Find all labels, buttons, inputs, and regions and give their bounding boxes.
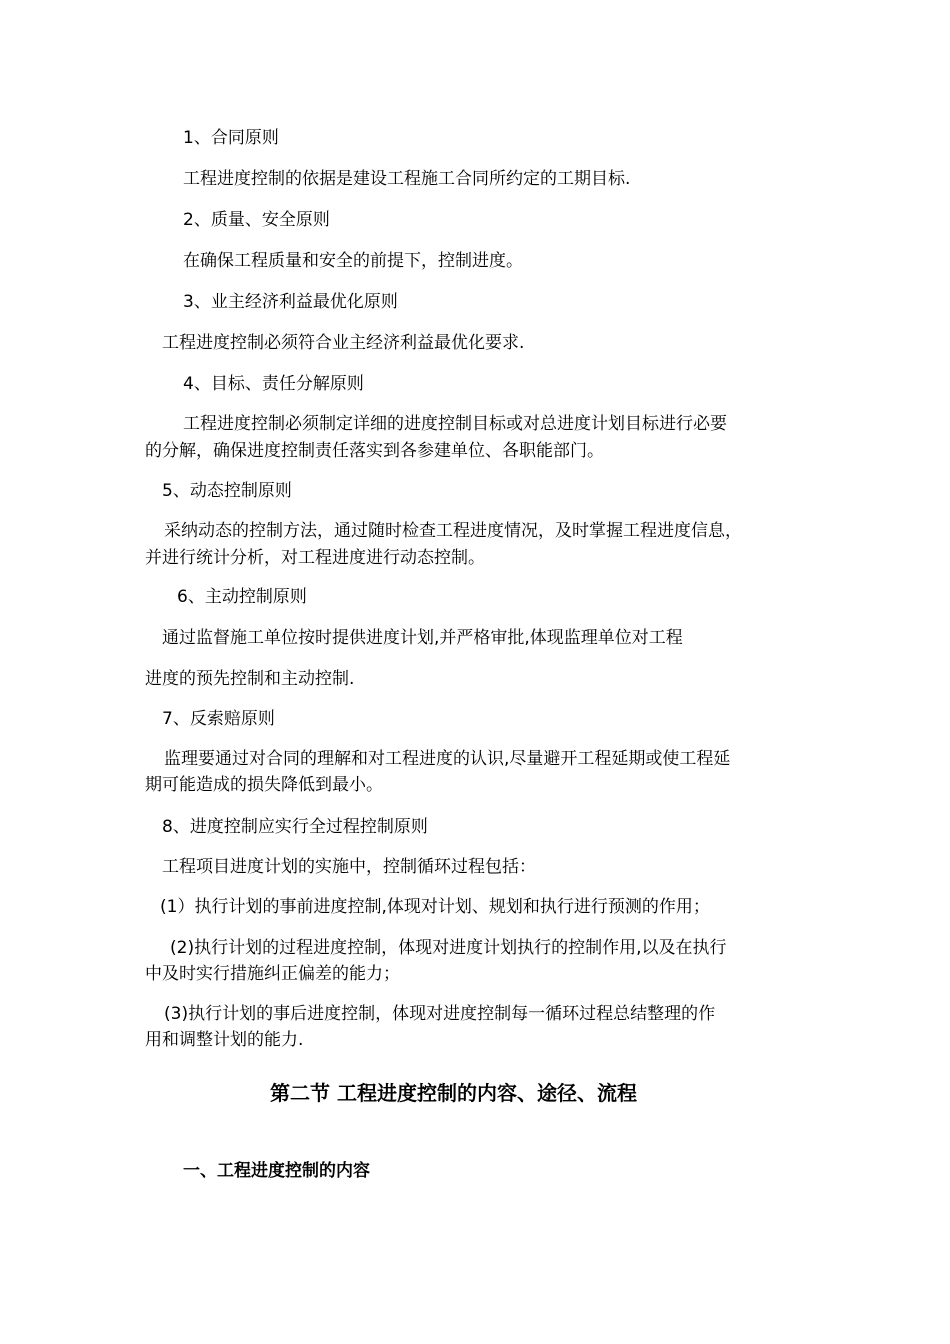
principle-5-body-line1: 采纳动态的控制方法，通过随时检查工程进度情况，及时掌握工程进度信息， — [164, 521, 742, 541]
principle-5-heading: 5、动态控制原则 — [162, 481, 292, 501]
principle-2-heading: 2、质量、安全原则 — [183, 210, 330, 230]
item-3-line2: 用和调整计划的能力. — [145, 1030, 304, 1050]
item-3-line1: (3)执行计划的事后进度控制，体现对进度控制每一循环过程总结整理的作 — [164, 1004, 716, 1024]
principle-6-heading: 6、主动控制原则 — [177, 587, 307, 607]
principle-6-body-line1: 通过监督施工单位按时提供进度计划,并严格审批,体现监理单位对工程 — [162, 628, 683, 648]
item-1-line1: (1）执行计划的事前进度控制,体现对计划、规划和执行进行预测的作用； — [160, 897, 710, 917]
principle-1-heading: 1、合同原则 — [183, 128, 279, 148]
principle-4-heading: 4、目标、责任分解原则 — [183, 374, 364, 394]
item-2-line2: 中及时实行措施纠正偏差的能力； — [145, 964, 400, 984]
principle-4-body-line2: 的分解，确保进度控制责任落实到各参建单位、各职能部门。 — [145, 441, 604, 461]
principle-3-body: 工程进度控制必须符合业主经济利益最优化要求. — [162, 333, 525, 353]
principle-5-body-line2: 并进行统计分析，对工程进度进行动态控制。 — [145, 548, 485, 568]
principle-3-heading: 3、业主经济利益最优化原则 — [183, 292, 398, 312]
principle-7-heading: 7、反索赔原则 — [162, 709, 275, 729]
section-title: 第二节 工程进度控制的内容、途径、流程 — [270, 1081, 637, 1105]
item-2-line1: (2)执行计划的过程进度控制，体现对进度计划执行的控制作用,以及在执行 — [170, 938, 727, 958]
principle-1-body: 工程进度控制的依据是建设工程施工合同所约定的工期目标. — [183, 169, 631, 189]
subsection-title: 一、工程进度控制的内容 — [183, 1161, 370, 1181]
principle-7-body-line1: 监理要通过对合同的理解和对工程进度的认识,尽量避开工程延期或使工程延 — [164, 749, 731, 769]
principle-2-body: 在确保工程质量和安全的前提下，控制进度。 — [183, 251, 523, 271]
principle-7-body-line2: 期可能造成的损失降低到最小。 — [145, 775, 383, 795]
principle-8-body: 工程项目进度计划的实施中，控制循环过程包括： — [162, 857, 536, 877]
principle-4-body-line1: 工程进度控制必须制定详细的进度控制目标或对总进度计划目标进行必要 — [183, 414, 727, 434]
principle-8-heading: 8、进度控制应实行全过程控制原则 — [162, 817, 428, 837]
principle-6-body-line2: 进度的预先控制和主动控制. — [145, 669, 355, 689]
